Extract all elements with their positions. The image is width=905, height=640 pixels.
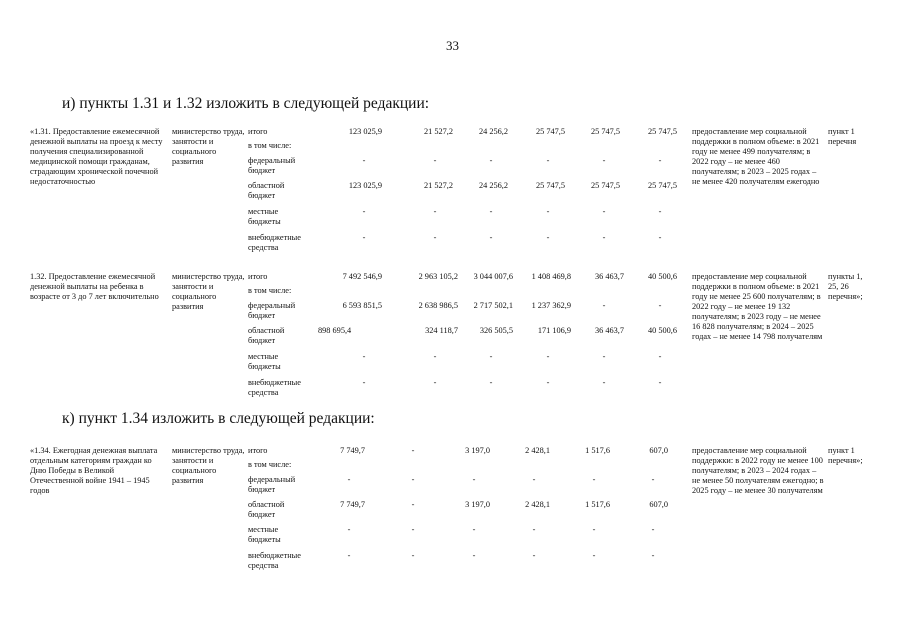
row-result: предоставление мер социальной поддержки: в 2022 году не менее 100 получателям; в 2023 – 2024 годах – не менее 50 получателям ежегодно; в 2025 году – не менее 30 получателям (692, 446, 824, 495)
cat-federal: федеральный бюджет (248, 475, 296, 494)
value-cell: - (433, 352, 437, 361)
value-cell: 40 500,6 (647, 326, 677, 335)
value-cell: - (602, 378, 606, 387)
value-cell: - (546, 378, 550, 387)
value-cell: - (532, 475, 536, 484)
row-name: 1.32. Предоставление ежемесячной денежной выплаты на ребенка в возрасте от 3 до 7 лет включительно (30, 272, 159, 301)
value-cell: - (651, 475, 655, 484)
value-cell: - (433, 378, 437, 387)
cat-federal: федеральный бюджет (248, 301, 296, 320)
row-name: «1.31. Предоставление ежемесячной денежной выплаты на проезд к месту получения специализированной медицинской помощи гражданам, страдающим хронической почечной недостаточностью (30, 127, 163, 186)
page-number: 33 (446, 38, 459, 53)
value-cell: 36 463,7 (594, 272, 624, 281)
value-cell: - (411, 475, 415, 484)
value-cell: - (546, 156, 550, 165)
value-cell: 6 593 851,5 (342, 301, 382, 310)
value-cell: - (546, 352, 550, 361)
cat-offbudget: внебюджетные средства (248, 551, 301, 570)
cat-local: местные бюджеты (248, 352, 281, 371)
value-cell: 2 963 105,2 (418, 272, 458, 281)
value-cell: 25 747,5 (647, 181, 677, 190)
value-cell: - (546, 233, 550, 242)
value-cell: - (433, 233, 437, 242)
value-cell: 24 256,2 (478, 181, 508, 190)
value-cell: - (362, 207, 366, 216)
value-cell: 607,0 (649, 500, 668, 509)
value-cell: - (472, 475, 476, 484)
value-cell: - (362, 233, 366, 242)
cat-local: местные бюджеты (248, 525, 281, 544)
value-cell: 21 527,2 (423, 127, 453, 136)
value-cell: 25 747,5 (590, 127, 620, 136)
value-cell: 1 408 469,8 (531, 272, 571, 281)
value-cell: 3 197,0 (465, 500, 490, 509)
cat-vtom: в том числе: (248, 286, 292, 295)
row-result: предоставление мер социальной поддержки в полном объеме: в 2021 году не менее 25 600 получателям; в 2022 году – не менее 19 132 получателям; в 2023 году – не менее 16 828 получателям; в 2024 – 2025 годах – не менее 14 798 получателям (692, 272, 823, 341)
value-cell: 2 717 502,1 (473, 301, 513, 310)
value-cell: - (489, 233, 493, 242)
value-cell: 21 527,2 (423, 181, 453, 190)
row-reference: пункт 1 перечня (828, 127, 857, 146)
value-cell: - (658, 301, 662, 310)
row-executor: министерство труда, занятости и социального развития (172, 446, 245, 485)
value-cell: - (658, 378, 662, 387)
cat-local: местные бюджеты (248, 207, 281, 226)
cat-itogo: итого (248, 127, 268, 136)
value-cell: - (602, 207, 606, 216)
value-cell: 607,0 (649, 446, 668, 455)
value-cell: 7 492 546,9 (342, 272, 382, 281)
value-cell: - (602, 352, 606, 361)
row-name: «1.34. Ежегодная денежная выплата отдельным категориям граждан ко Дню Победы в Великой Отечественной войне 1941 – 1945 годов (30, 446, 158, 495)
cat-oblast: областной бюджет (248, 500, 285, 519)
value-cell: - (362, 352, 366, 361)
value-cell: - (411, 446, 415, 455)
value-cell: 3 197,0 (465, 446, 490, 455)
value-cell: - (546, 207, 550, 216)
value-cell: - (651, 525, 655, 534)
value-cell: 123 025,9 (348, 127, 382, 136)
value-cell: - (433, 207, 437, 216)
cat-itogo: итого (248, 272, 268, 281)
value-cell: - (472, 525, 476, 534)
value-cell: 7 749,7 (340, 446, 365, 455)
value-cell: - (411, 551, 415, 560)
value-cell: - (602, 233, 606, 242)
value-cell: - (411, 525, 415, 534)
value-cell: 171 106,9 (537, 326, 571, 335)
value-cell: 324 118,7 (425, 326, 458, 335)
value-cell: - (592, 551, 596, 560)
value-cell: 1 517,6 (585, 500, 610, 509)
value-cell: 123 025,9 (348, 181, 382, 190)
row-executor: министерство труда, занятости и социального развития (172, 272, 245, 311)
value-cell: 1 517,6 (585, 446, 610, 455)
value-cell: 36 463,7 (594, 326, 624, 335)
value-cell: 25 747,5 (590, 181, 620, 190)
value-cell: 24 256,2 (478, 127, 508, 136)
cat-oblast: областной бюджет (248, 181, 285, 200)
value-cell: - (347, 551, 351, 560)
cat-federal: федеральный бюджет (248, 156, 296, 175)
value-cell: - (592, 525, 596, 534)
value-cell: - (489, 378, 493, 387)
value-cell: - (658, 352, 662, 361)
row-executor: министерство труда, занятости и социального развития (172, 127, 245, 166)
value-cell: - (658, 207, 662, 216)
value-cell: - (489, 156, 493, 165)
cat-vtom: в том числе: (248, 141, 292, 150)
value-cell: 326 505,5 (479, 326, 513, 335)
value-cell: - (651, 551, 655, 560)
value-cell: - (472, 551, 476, 560)
value-cell: 25 747,5 (647, 127, 677, 136)
cat-offbudget: внебюджетные средства (248, 233, 301, 252)
value-cell: 2 428,1 (525, 500, 550, 509)
cat-oblast: областной бюджет (248, 326, 285, 345)
value-cell: - (592, 475, 596, 484)
value-cell: 2 428,1 (525, 446, 550, 455)
value-cell: - (658, 156, 662, 165)
value-cell: - (347, 475, 351, 484)
value-cell: - (489, 207, 493, 216)
value-cell: 25 747,5 (535, 127, 565, 136)
value-cell: 40 500,6 (647, 272, 677, 281)
value-cell: - (602, 156, 606, 165)
value-cell: - (532, 525, 536, 534)
value-cell: 3 044 007,6 (473, 272, 513, 281)
cat-itogo: итого (248, 446, 268, 455)
value-cell: 1 237 362,9 (531, 301, 571, 310)
value-cell: 7 749,7 (340, 500, 365, 509)
value-cell: - (532, 551, 536, 560)
cat-vtom: в том числе: (248, 460, 292, 469)
value-cell: - (347, 525, 351, 534)
section-i-heading: и) пункты 1.31 и 1.32 изложить в следующей редакции: (62, 95, 430, 112)
value-cell: - (489, 352, 493, 361)
value-cell: - (658, 233, 662, 242)
value-cell: 25 747,5 (535, 181, 565, 190)
value-cell: - (602, 301, 606, 310)
section-k-heading: к) пункт 1.34 изложить в следующей редакции: (62, 410, 375, 427)
value-cell: - (362, 156, 366, 165)
value-cell: 898 695,4 (318, 326, 352, 335)
value-cell: - (362, 378, 366, 387)
cat-offbudget: внебюджетные средства (248, 378, 301, 397)
row-reference: пункт 1 перечня»; (828, 446, 863, 465)
row-result: предоставление мер социальной поддержки в полном объеме: в 2021 году не менее 499 получателям; в 2022 году – не менее 460 получателям; в 2023 – 2025 годах – не менее 420 получателям ежегодно (692, 127, 820, 186)
value-cell: - (411, 500, 415, 509)
value-cell: - (433, 156, 437, 165)
row-reference: пункты 1, 25, 26 перечня»; (828, 272, 863, 301)
value-cell: 2 638 986,5 (418, 301, 458, 310)
